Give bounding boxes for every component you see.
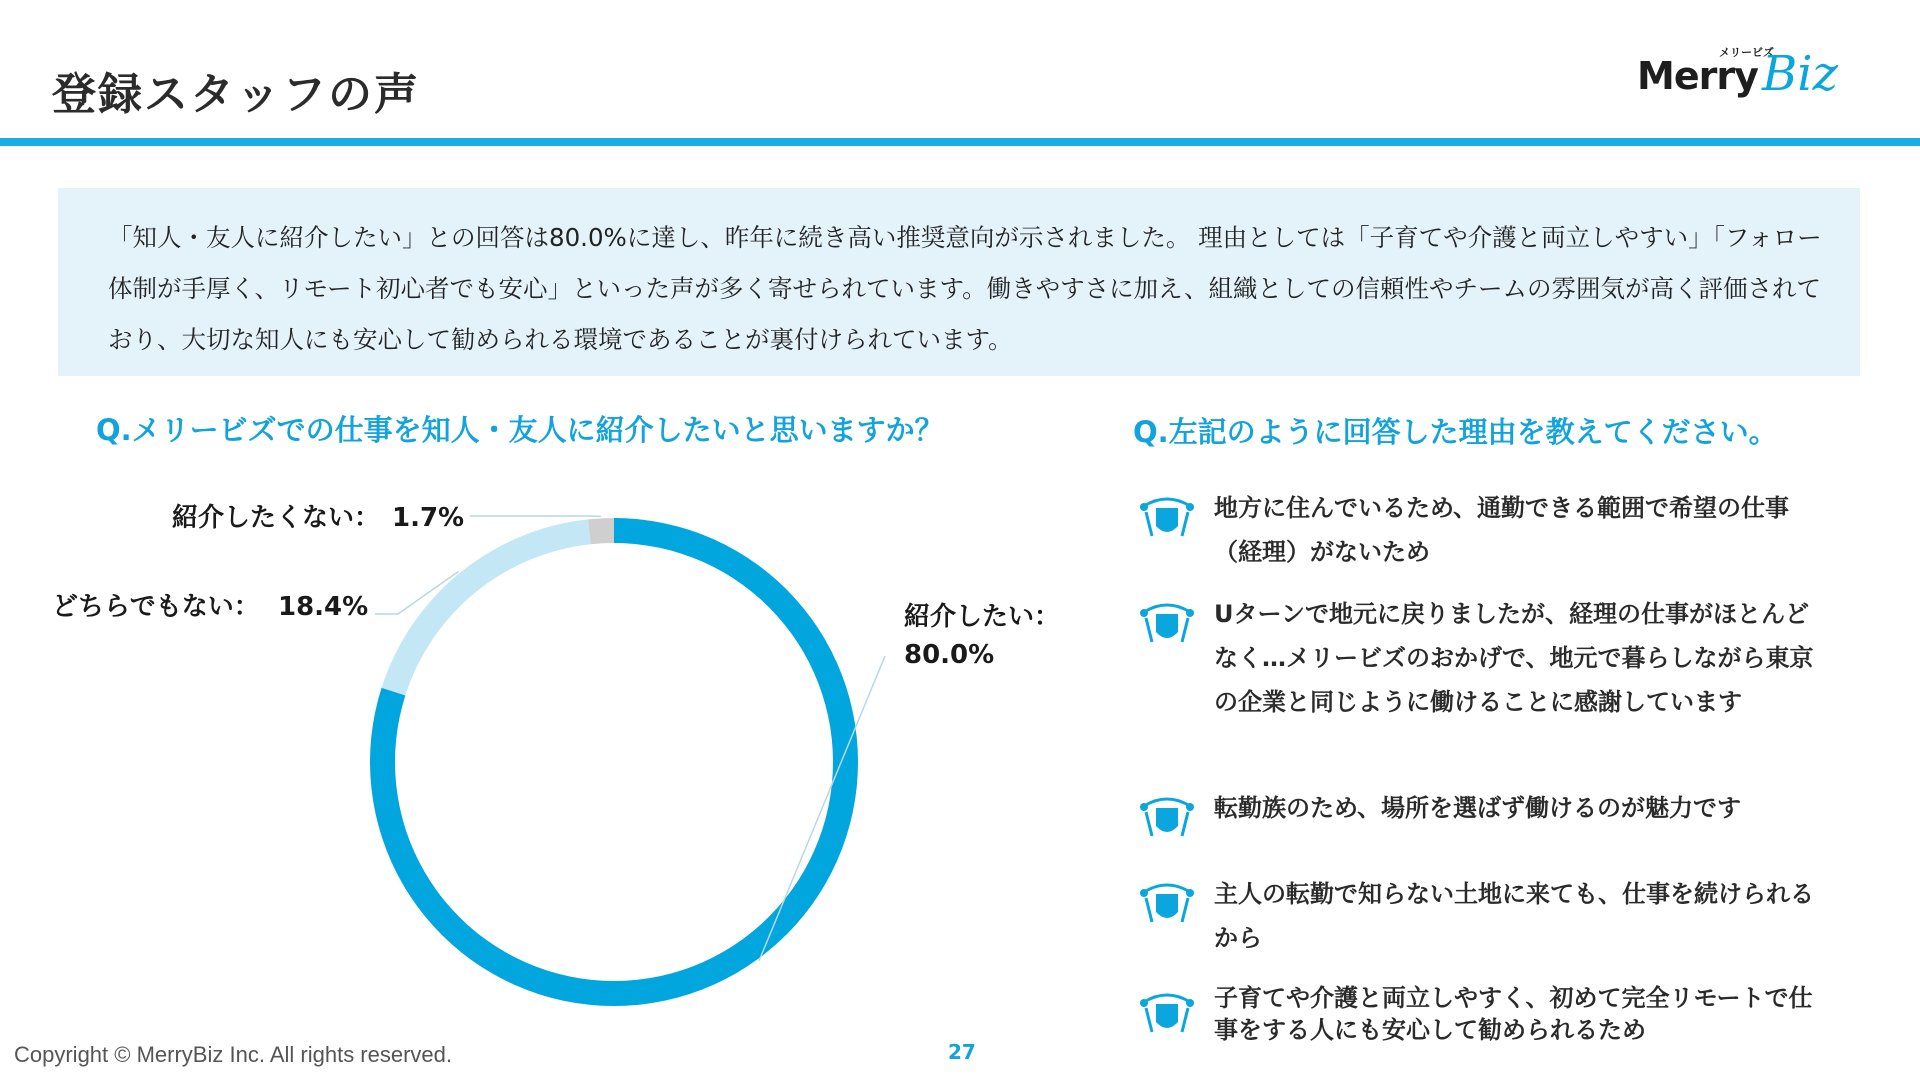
header-divider bbox=[0, 138, 1920, 146]
summary-box bbox=[58, 188, 1860, 376]
slice-label-2: 紹介したくない： bbox=[172, 503, 381, 533]
donut-slice-1 bbox=[382, 519, 591, 695]
slice-label-0: 紹介したい： bbox=[904, 602, 1061, 632]
leader-line-0 bbox=[759, 656, 885, 961]
logo-word-merry: Merry bbox=[1637, 54, 1758, 98]
donut-slice-2 bbox=[588, 518, 614, 544]
reason-text: 主人の転勤で知らない土地に来ても、仕事を続けられるから bbox=[1214, 880, 1814, 952]
slice-value-1: 18.4% bbox=[278, 592, 369, 622]
slice-label-1: どちらでもない： bbox=[52, 592, 260, 622]
person-icon bbox=[1138, 492, 1196, 542]
person-icon bbox=[1138, 792, 1196, 842]
reason-text: 転勤族のため、場所を選ばず働けるのが魅力です bbox=[1214, 794, 1742, 822]
reason-text: Uターンで地元に戻りましたが、経理の仕事がほとんどなく…メリービズのおかげで、地元で暮らしながら東京の企業と同じように働けることに感謝しています bbox=[1214, 600, 1814, 716]
logo-word-biz: Biz bbox=[1762, 46, 1838, 102]
left-question: Q.メリービズでの仕事を知人・友人に紹介したいと思いますか？ bbox=[96, 413, 944, 447]
page-title: 登録スタッフの声 bbox=[52, 69, 420, 120]
person-icon bbox=[1138, 988, 1196, 1038]
logo-kana: メリービズ bbox=[1719, 46, 1774, 59]
summary-text: 「知人・友人に紹介したい」との回答は80.0%に達し、昨年に続き高い推奨意向が示されました。 理由としては「子育てや介護と両立しやすい」「フォロー体制が手厚く、リモート初心者でも安心」といった声が多く寄せられています。働きやすさに加え、組織としての信頼性やチームの雰囲気が高く評価されており、大切な知人にも安心して勧められる環境であることが裏付けられています。 bbox=[108, 223, 1822, 354]
slice-value-2: 1.7% bbox=[392, 503, 465, 533]
person-icon bbox=[1138, 878, 1196, 928]
reason-text: 子育てや介護と両立しやすく、初めて完全リモートで仕事をする人にも安心して勧められるため bbox=[1214, 984, 1813, 1044]
page-number: 27 bbox=[948, 1040, 976, 1064]
right-question: Q.左記のように回答した理由を教えてください。 bbox=[1133, 415, 1778, 449]
reason-text: 地方に住んでいるため、通勤できる範囲で希望の仕事（経理）がないため bbox=[1214, 494, 1790, 566]
brand-logo bbox=[1632, 40, 1872, 110]
slice-value-0: 80.0% bbox=[904, 640, 995, 670]
copyright: Copyright © MerryBiz Inc. All rights reserved. bbox=[14, 1042, 453, 1067]
donut-chart-svg bbox=[0, 460, 1110, 1020]
donut-chart bbox=[0, 460, 1110, 1020]
person-icon bbox=[1138, 598, 1196, 648]
